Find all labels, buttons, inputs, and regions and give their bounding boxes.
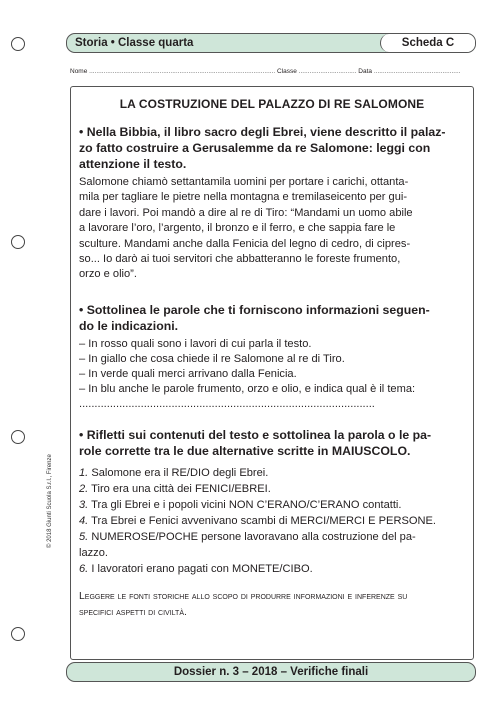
worksheet-title: LA COSTRUZIONE DEL PALAZZO DI RE SALOMONE xyxy=(119,97,425,111)
instruction-blue: – In blu anche le parole frumento, orzo e olio, e indica qual è il tema: xyxy=(79,383,416,395)
question-2-line: • Sottolinea le parole che ti forniscono informazioni seguen- xyxy=(79,303,430,317)
question-3 xyxy=(79,427,467,459)
passage-line: orzo e olio”. xyxy=(79,268,137,281)
footer-band: Dossier n. 3 – 2018 – Verifiche finali xyxy=(66,662,476,682)
question-3-line: role corrette tra le due alternative scritte in MAIUSCOLO. xyxy=(79,444,411,458)
passage-line: a lavorare l’oro, l’argento, il bronzo e il ferro, e che sappia fare le xyxy=(79,222,396,235)
binder-hole xyxy=(11,37,25,51)
statement-item: 2. Tiro era una città dei FENICI/EBREI. xyxy=(79,483,271,495)
passage-line: so... Io darò ai tuoi servitori che abbatteranno le foreste frumento, xyxy=(79,253,401,266)
learning-objective: Leggere le fonti storiche allo scopo di produrre informazioni e inferenze su specifici aspetti di civiltà. xyxy=(79,591,408,618)
passage-line: Salomone chiamò settantamila uomini per portare i carichi, ottanta- xyxy=(79,176,409,188)
question-3-line: • Rifletti sui contenuti del testo e sottolinea la parola o le pa- xyxy=(79,428,432,442)
class-label: Classe xyxy=(276,68,297,75)
header-band xyxy=(66,33,476,53)
instruction-yellow: – In giallo che cosa chiede il re Salomone al re di Tiro. xyxy=(79,353,345,365)
passage-line: sculture. Mandami anche dalla Fenicia del legno di cedro, di cipres- xyxy=(79,237,411,250)
sheet-label: Scheda C xyxy=(380,34,475,52)
date-field[interactable]: ................................................ xyxy=(373,68,461,75)
name-label: Nome xyxy=(70,68,88,75)
date-label: Data xyxy=(358,68,373,75)
question-1-line: zo fatto costruire a Gerusalemme da re Salomone: leggi con xyxy=(79,141,431,155)
copyright-text: © 2018 Giunti Scuola S.r.l., Firenze xyxy=(47,454,53,548)
reading-passage xyxy=(79,175,467,283)
binder-hole xyxy=(11,627,25,641)
answer-line[interactable]: ................................................................................................ xyxy=(79,398,375,410)
binder-hole xyxy=(11,430,25,444)
statement-item: 4. Tra Ebrei e Fenici avvenivano scambi di MERCI/MERCI E PERSONE. xyxy=(79,515,436,527)
passage-line: dare i lavori. Poi mandò a dire al re di Tiro: “Mandami un uomo abile xyxy=(79,206,413,219)
question-2-line: do le indicazioni. xyxy=(79,319,179,333)
passage-line: mila per tagliare le pietre nella montagna e tremilaseicento per gui- xyxy=(79,191,408,204)
question-2 xyxy=(79,302,467,334)
statement-item: 5. NUMEROSE/POCHE persone lavoravano alla costruzione del pa- xyxy=(79,531,416,543)
binder-hole xyxy=(11,235,25,249)
name-field[interactable]: ....................................................................................................... xyxy=(89,68,277,75)
subject-label: Storia • Classe quarta xyxy=(75,37,194,49)
question-1 xyxy=(79,124,467,172)
question-1-line: attenzione il testo. xyxy=(79,157,187,171)
worksheet-card xyxy=(70,86,474,660)
student-info-row xyxy=(70,67,474,77)
question-1-line: • Nella Bibbia, il libro sacro degli Ebrei, viene descritto il palaz- xyxy=(79,125,446,139)
statement-item-continued: lazzo. xyxy=(79,547,108,559)
statement-item: 1. Salomone era il RE/DIO degli Ebrei. xyxy=(79,467,269,479)
instruction-green: – In verde quali merci arrivano dalla Fenicia. xyxy=(79,368,297,380)
class-field[interactable]: ................................ xyxy=(298,68,359,75)
statement-item: 6. I lavoratori erano pagati con MONETE/CIBO. xyxy=(79,563,313,575)
instruction-red: – In rosso quali sono i lavori di cui parla il testo. xyxy=(79,338,312,350)
statement-item: 3. Tra gli Ebrei e i popoli vicini NON C’ERANO/C’ERANO contatti. xyxy=(79,499,402,511)
